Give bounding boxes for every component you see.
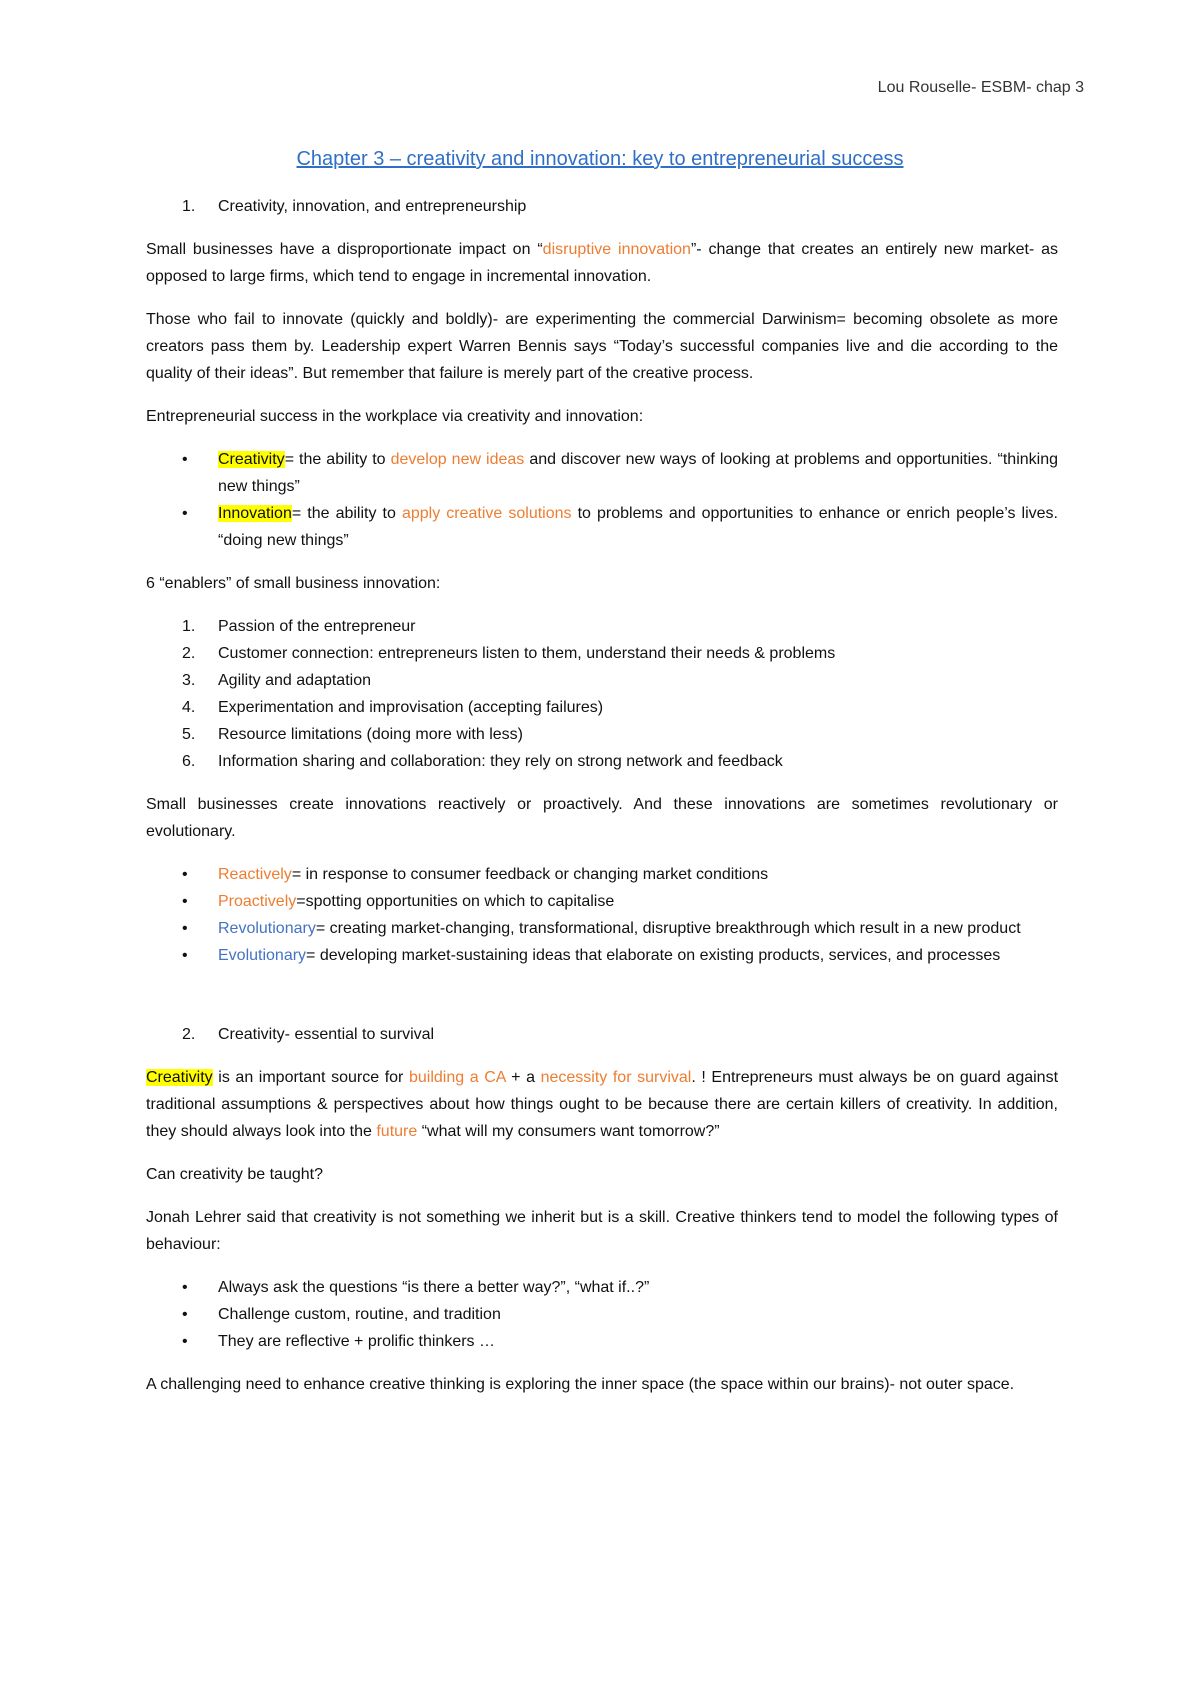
item-number: 6. [182,753,196,770]
text-run: Small businesses have a disproportionate impact on “ [146,241,543,258]
item-text: Challenge custom, routine, and tradition [218,1306,501,1323]
item-number: 1. [182,618,196,635]
list-item [146,748,1058,775]
paragraph: 6 “enablers” of small business innovation: [146,575,441,592]
item-text: Agility and adaptation [218,672,371,689]
highlight-term: develop new ideas [390,451,525,468]
text-run: . ! Entrepreneurs must always be on guard against traditional assumptions & perspectives about how things ought to be because there are certain killers of creativity. In addition, they should always look into the [146,1069,1059,1140]
list-item [146,613,1058,640]
document-body [146,193,1058,1414]
paragraph [146,236,1058,290]
section-heading-1 [146,193,1058,220]
spacer [146,985,1058,1021]
list-item [146,942,1058,969]
paragraph: A challenging need to enhance creative thinking is exploring the inner space (the space within our brains)- not outer space. [146,1376,1015,1393]
behaviours-list [146,1274,1058,1355]
item-text: Experimentation and improvisation (accepting failures) [218,699,604,716]
paragraph: Small businesses create innovations reactively or proactively. And these innovations are sometimes revolutionary or evolutionary. [146,796,1058,840]
text-run: “what will my consumers want tomorrow?” [417,1123,720,1140]
highlight-term: building a CA [408,1069,506,1086]
list-item [146,1274,1058,1301]
text-run: = in response to consumer feedback or changing market conditions [291,866,769,883]
list-item [146,888,1058,915]
definitions-list [146,446,1058,554]
term-revolutionary: Revolutionary [218,920,316,937]
list-item [146,1328,1058,1355]
bullet-icon: • [182,866,188,883]
enablers-list [146,613,1058,775]
text-run: is an important source for [212,1069,409,1086]
bullet-icon: • [182,1333,188,1350]
item-text: Customer connection: entrepreneurs listen to them, understand their needs & problems [218,645,836,662]
term-innovation: Innovation [218,505,292,522]
bullet-icon: • [182,947,188,964]
list-item [146,915,1058,942]
term-creativity: Creativity [218,451,285,468]
chapter-title: Chapter 3 – creativity and innovation: key to entrepreneurial success [296,148,904,170]
text-run: = the ability to [284,451,391,468]
bullet-icon: • [182,1279,188,1296]
paragraph: Can creativity be taught? [146,1166,323,1183]
section-number: 2. [182,1026,196,1043]
list-item [146,721,1058,748]
text-run: + a [505,1069,541,1086]
item-text: Information sharing and collaboration: they rely on strong network and feedback [218,753,783,770]
highlight-term: necessity for survival [540,1069,692,1086]
item-number: 3. [182,672,196,689]
list-item [146,1301,1058,1328]
section-title: Creativity- essential to survival [218,1026,435,1043]
list-item [146,667,1058,694]
paragraph [146,1064,1058,1145]
page-header: Lou Rouselle- ESBM- chap 3 [877,79,1084,96]
item-text: Resource limitations (doing more with less) [218,726,523,743]
list-item [146,694,1058,721]
item-number: 2. [182,645,196,662]
innovation-types-list [146,861,1058,969]
paragraph: Those who fail to innovate (quickly and boldly)- are experimenting the commercial Darwinism= becoming obsolete as more creators pass them by. Leadership expert Warren Bennis says “Today’s successful companies live and die according to the quality of their ideas”. But remember that failure is merely part of the creative process. [146,311,1058,382]
item-text: Passion of the entrepreneur [218,618,416,635]
term-evolutionary: Evolutionary [218,947,307,964]
text-run: to problems and opportunities to enhance or enrich people’s lives. “doing new things” [218,505,1058,549]
bullet-icon: • [182,1306,188,1323]
item-text: They are reflective + prolific thinkers … [218,1333,495,1350]
list-item [146,446,1058,500]
term-proactively: Proactively [218,893,297,910]
highlight-term: disruptive innovation [542,241,691,258]
text-run: = creating market-changing, transformational, disruptive breakthrough which result in a new product [315,920,1021,937]
list-item [146,640,1058,667]
bullet-icon: • [182,505,188,522]
paragraph: Entrepreneurial success in the workplace via creativity and innovation: [146,408,644,425]
paragraph: Jonah Lehrer said that creativity is not something we inherit but is a skill. Creative thinkers tend to model the following types of behaviour: [146,1209,1058,1253]
highlight-term: apply creative solutions [401,505,572,522]
text-run: = developing market-sustaining ideas that elaborate on existing products, services, and processes [306,947,1001,964]
text-run: =spotting opportunities on which to capitalise [296,893,615,910]
text-run: ”- change that creates an entirely new market- as opposed to large firms, which tend to engage in incremental innovation. [146,241,1059,285]
list-item [146,500,1058,554]
bullet-icon: • [182,893,188,910]
term-reactively: Reactively [218,866,292,883]
text-run: and discover new ways of looking at problems and opportunities. “thinking new things” [218,451,1059,495]
section-number: 1. [182,198,196,215]
item-number: 4. [182,699,196,716]
highlight-term: future [376,1123,418,1140]
term-creativity: Creativity [146,1069,213,1086]
list-item [146,861,1058,888]
section-title: Creativity, innovation, and entrepreneurship [218,198,527,215]
item-text: Always ask the questions “is there a better way?”, “what if..?” [218,1279,650,1296]
text-run: = the ability to [291,505,402,522]
section-heading-2 [146,1021,1058,1048]
item-number: 5. [182,726,196,743]
bullet-icon: • [182,451,188,468]
bullet-icon: • [182,920,188,937]
